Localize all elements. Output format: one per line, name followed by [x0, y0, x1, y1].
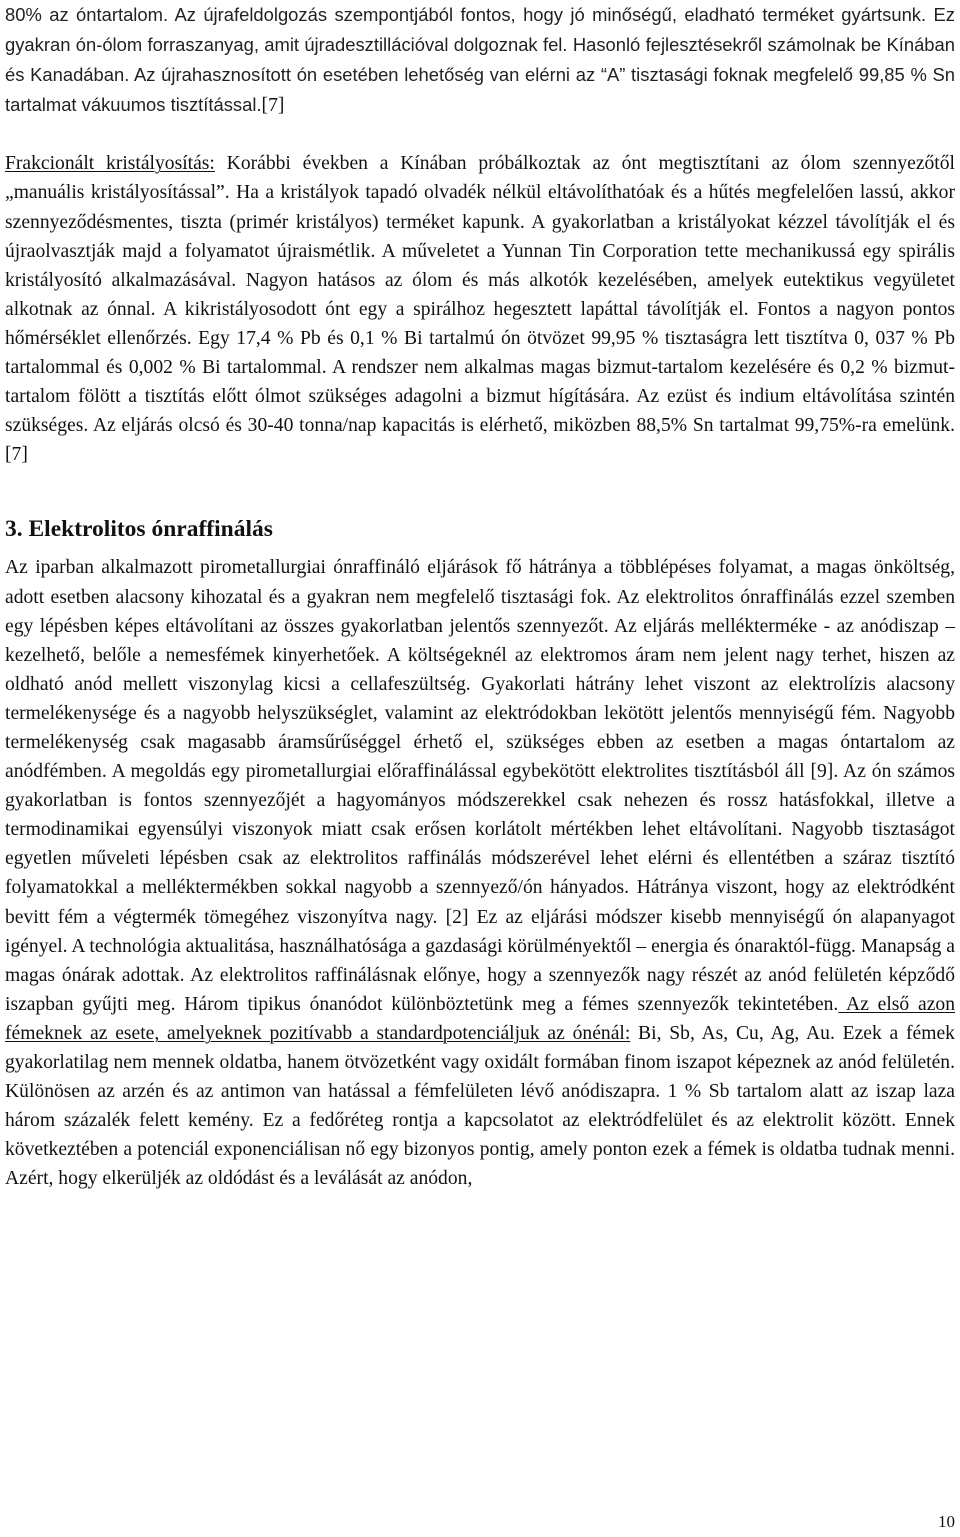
- recycling-text: 80% az óntartalom. Az újrafeldolgozás szempontjából fontos, hogy jó minőségű, eladható terméket gyártsunk. Ez gyakran ón-ólom forraszanyag, amit újradesztillációval dolgoznak fel. Hasonló fejlesztésekről számolnak be Kínában és Kanadában. Az újrahasznosított ón esetében lehetőség van elérni az “A” tisztasági foknak megfelelő 99,85 % Sn tartalmat vákuumos tisztítással.: [5, 4, 955, 116]
- fractional-crystallization-text: Korábbi években a Kínában próbálkoztak az ónt megtisztítani az ólom szennyezőtől „manuális kristályosítással”. Ha a kristályok tapadó olvadék nélkül eltávolíthatóak és a hűtés megfelelően lassú, akkor szennyeződésmentes, tiszta (primér kristályos) terméket kapunk. A gyakorlatban a kristályokat kézzel távolítják el és újraolvasztják majd a folyamatot újraismétlik. A műveletet a Yunnan Tin Corporation tette mechanikussá egy spirális kristályosító alkalmazásával. Nagyon hatásos az ólom és más alkotók kezelésében, amelyek eutektikus vegyületet alkotnak az ónnal. A kikristályosodott ónt egy a spirálhoz hegesztett lapáttal távolítják el. Fontos a nagyon pontos hőmérséklet ellenőrzés. Egy 17,4 % Pb és 0,1 % Bi tartalmú ón ötvözet 99,95 % tisztaságra lett tisztítva 0, 037 % Pb tartalommal és 0,002 % Bi tartalommal. A rendszer nem alkalmas magas bizmut-tartalom kezelésére és 0,2 % bizmut-tartalom fölött a tisztítás előtt ólmot szükséges adagolni a bizmut hígítására. Az ezüst és indium eltávolítása szintén szükséges. Az eljárás olcsó és 30-40 tonna/nap kapacitás is elérhető, miközben 88,5% Sn tartalmat 99,75%-ra emelünk.[7]: [5, 153, 955, 466]
- paragraph-recycling: [5, 0, 955, 120]
- paragraph-electrolytic-refining: [5, 553, 955, 1193]
- electrolytic-text-before: Az iparban alkalmazott pirometallurgiai ónraffináló eljárások fő hátránya a többlépéses folyamat, a magas önköltség, adott esetben alacsony kihozatal és a gyakran nem megfelelő tisztasági fok. Az elektrolitos ónraffinálás ezzel szemben egy lépésben képes eltávolítani az összes gyakorlatban jelentős szennyezőt. Az eljárás mellékterméke - az anódiszap – kezelhető, belőle a nemesfémek kinyerhetőek. A költségeknél az elektromos áram nem jelent nagy terhet, hiszen az oldható anód mellett viszonylag kicsi a cellafeszültség. Gyakorlati hátrány lehet viszont az elektrolízis alacsony termelékenysége és a nagyobb helyszükséglet, valamint az elektródokban lekötött jelentős mennyiségű fém. Nagyobb termelékenység csak magasabb áramsűrűséggel érhető el, szükséges ebben az esetben a magas óntartalom az anódfémben. A megoldás egy pirometallurgiai előraffinálással egybekötött elektrolites tisztításból áll [9]. Az ón számos gyakorlatban is fontos szennyezőjét a hagyományos módszerekkel csak nehezen és rossz hatásfokkal, illetve a termodinamikai egyensúlyi viszonyok miatt csak erősen korlátolt mértékben lehet eltávolítani. Nagyobb tisztaságot egyetlen műveleti lépésben csak az elektrolitos raffinálás módszerével lehet elérni és ellentétben a száraz tisztító folyamatokkal a melléktermékben sokkal nagyobb a szennyező/ón hányados. Hátránya viszont, hogy az elektródként bevitt fém a végtermék tömegéhez viszonyítva nagy. [2] Ez az eljárási módszer kisebb mennyiségű ón alapanyagot igényel. A technológia aktualitása, használhatósága a gazdasági körülményektől – energia és ónaraktól-függ. Manapság a magas ónárak adottak. Az elektrolitos raffinálásnak előnye, hogy a szennyezők nagy részét az anód felületén képződő iszapban gyűjti meg. Három tipikus ónanódot különböztetünk meg a fémes szennyezők tekintetében.: [5, 557, 955, 1015]
- electrolytic-underlined-text: Az első azon fémeknek az esete, amelyeknek pozitívabb a standardpotenciáljuk az ónénál:: [5, 993, 956, 1044]
- paragraph-fractional-crystallization: [5, 149, 955, 469]
- document-page: [5, 0, 955, 1193]
- electrolytic-text-after: Bi, Sb, As, Cu, Ag, Au. Ezek a fémek gyakorlatilag nem mennek oldatba, hanem ötvözetként vagy oxidált formában finom iszapot képeznek az anód felületén. Különösen az arzén és az antimon van hatással a fémfelületen lévő anódiszapra. 1 % Sb tartalom alatt az iszap laza három százalék felett kemény. Ez a fedőréteg rontja a kapcsolatot az elektródfelület és az elektrolit között. Ennek következtében a potenciál exponenciálisan nő egy bizonyos pontig, amely ponton ezek a fémek is oldatba tudnak menni. Azért, hogy elkerüljék az oldódást és a leválását az anódon,: [5, 1022, 955, 1190]
- section-number: 3.: [5, 516, 23, 543]
- section-heading: [5, 513, 955, 545]
- reference-7: [7]: [261, 95, 285, 117]
- term-fractional-crystallization: Frakcionált kristályosítás:: [5, 153, 215, 175]
- page-number: 10: [938, 1512, 955, 1531]
- section-title: Elektrolitos ónraffinálás: [22, 516, 273, 543]
